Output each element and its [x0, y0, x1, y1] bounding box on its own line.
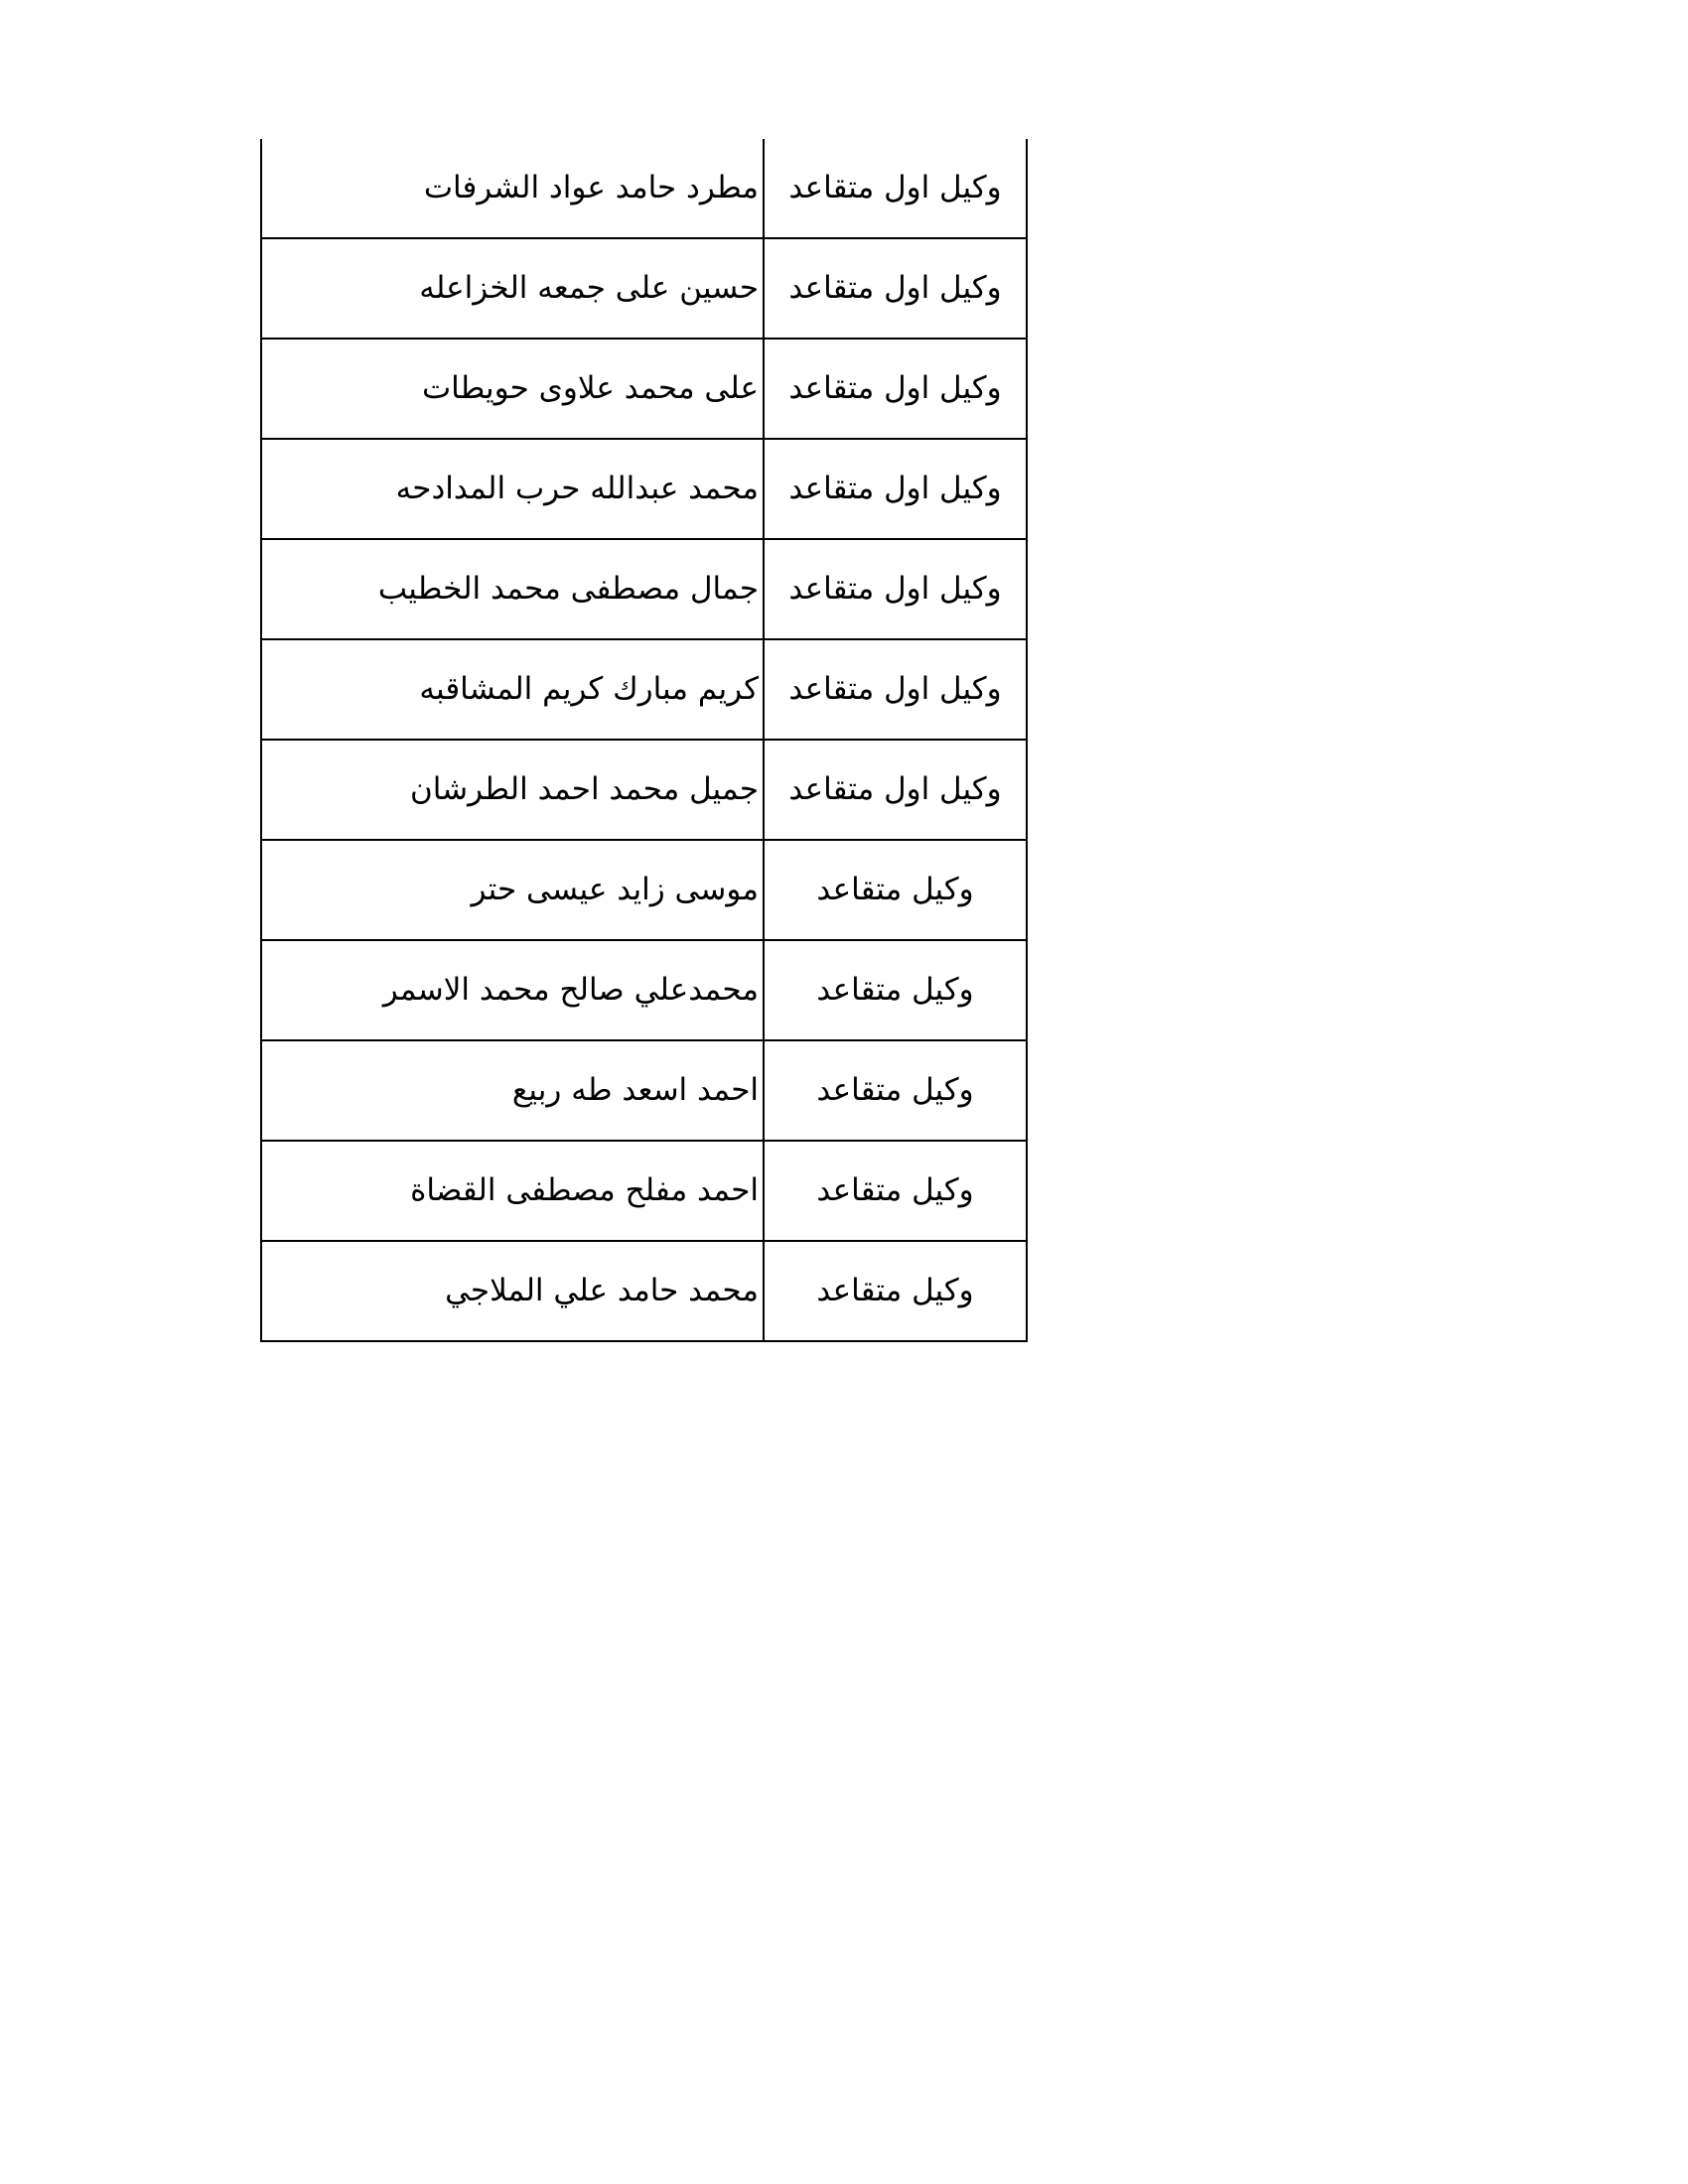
rank-cell: [765, 841, 1028, 939]
table-row: [260, 741, 1028, 841]
name-cell: [260, 1242, 765, 1340]
table-row: [260, 640, 1028, 741]
name-cell: [260, 1142, 765, 1240]
rank-label: وكيل متقاعد: [816, 971, 974, 1008]
rank-label: وكيل متقاعد: [816, 1071, 974, 1108]
person-name: جمال مصطفى محمد الخطيب: [377, 570, 759, 607]
name-cell: [260, 139, 765, 237]
rank-label: وكيل اول متقاعد: [788, 670, 1002, 707]
name-cell: [260, 741, 765, 839]
name-cell: [260, 440, 765, 538]
name-cell: [260, 540, 765, 638]
name-cell: [260, 340, 765, 438]
table-row: [260, 540, 1028, 640]
person-name: محمد عبدالله حرب المدادحه: [395, 470, 759, 506]
rank-label: وكيل اول متقاعد: [788, 770, 1002, 807]
person-name: محمد حامد علي الملاجي: [445, 1272, 759, 1308]
rank-cell: [765, 139, 1028, 237]
rank-label: وكيل اول متقاعد: [788, 169, 1002, 205]
rank-cell: [765, 239, 1028, 338]
table-row: [260, 1242, 1028, 1342]
person-name: احمد اسعد طه ربيع: [511, 1071, 759, 1108]
rank-label: وكيل اول متقاعد: [788, 470, 1002, 506]
person-name: جميل محمد احمد الطرشان: [409, 770, 759, 807]
person-name: محمدعلي صالح محمد الاسمر: [382, 971, 759, 1008]
rank-cell: [765, 640, 1028, 739]
name-cell: [260, 640, 765, 739]
rank-cell: [765, 741, 1028, 839]
person-name: كريم مبارك كريم المشاقبه: [419, 670, 759, 707]
rank-cell: [765, 1242, 1028, 1340]
table-row: [260, 841, 1028, 941]
rank-label: وكيل اول متقاعد: [788, 570, 1002, 607]
name-cell: [260, 239, 765, 338]
name-cell: [260, 941, 765, 1039]
rank-cell: [765, 540, 1028, 638]
person-name: احمد مفلح مصطفى القضاة: [410, 1171, 759, 1208]
person-name: مطرد حامد عواد الشرفات: [423, 169, 759, 205]
person-name: حسين على جمعه الخزاعله: [419, 269, 759, 306]
person-name: على محمد علاوى حويطات: [421, 369, 759, 406]
personnel-table: [260, 139, 1028, 1342]
rank-label: وكيل اول متقاعد: [788, 269, 1002, 306]
name-cell: [260, 1041, 765, 1140]
rank-cell: [765, 1041, 1028, 1140]
name-cell: [260, 841, 765, 939]
rank-cell: [765, 440, 1028, 538]
table-row: [260, 1142, 1028, 1242]
rank-label: وكيل متقاعد: [816, 871, 974, 907]
rank-cell: [765, 1142, 1028, 1240]
table-row: [260, 1041, 1028, 1142]
rank-cell: [765, 941, 1028, 1039]
rank-label: وكيل متقاعد: [816, 1171, 974, 1208]
rank-cell: [765, 340, 1028, 438]
person-name: موسى زايد عيسى حتر: [471, 871, 759, 907]
table-row: [260, 440, 1028, 540]
table-row: [260, 340, 1028, 440]
rank-label: وكيل اول متقاعد: [788, 369, 1002, 406]
table-row: [260, 139, 1028, 239]
table-row: [260, 239, 1028, 340]
table-row: [260, 941, 1028, 1041]
rank-label: وكيل متقاعد: [816, 1272, 974, 1308]
